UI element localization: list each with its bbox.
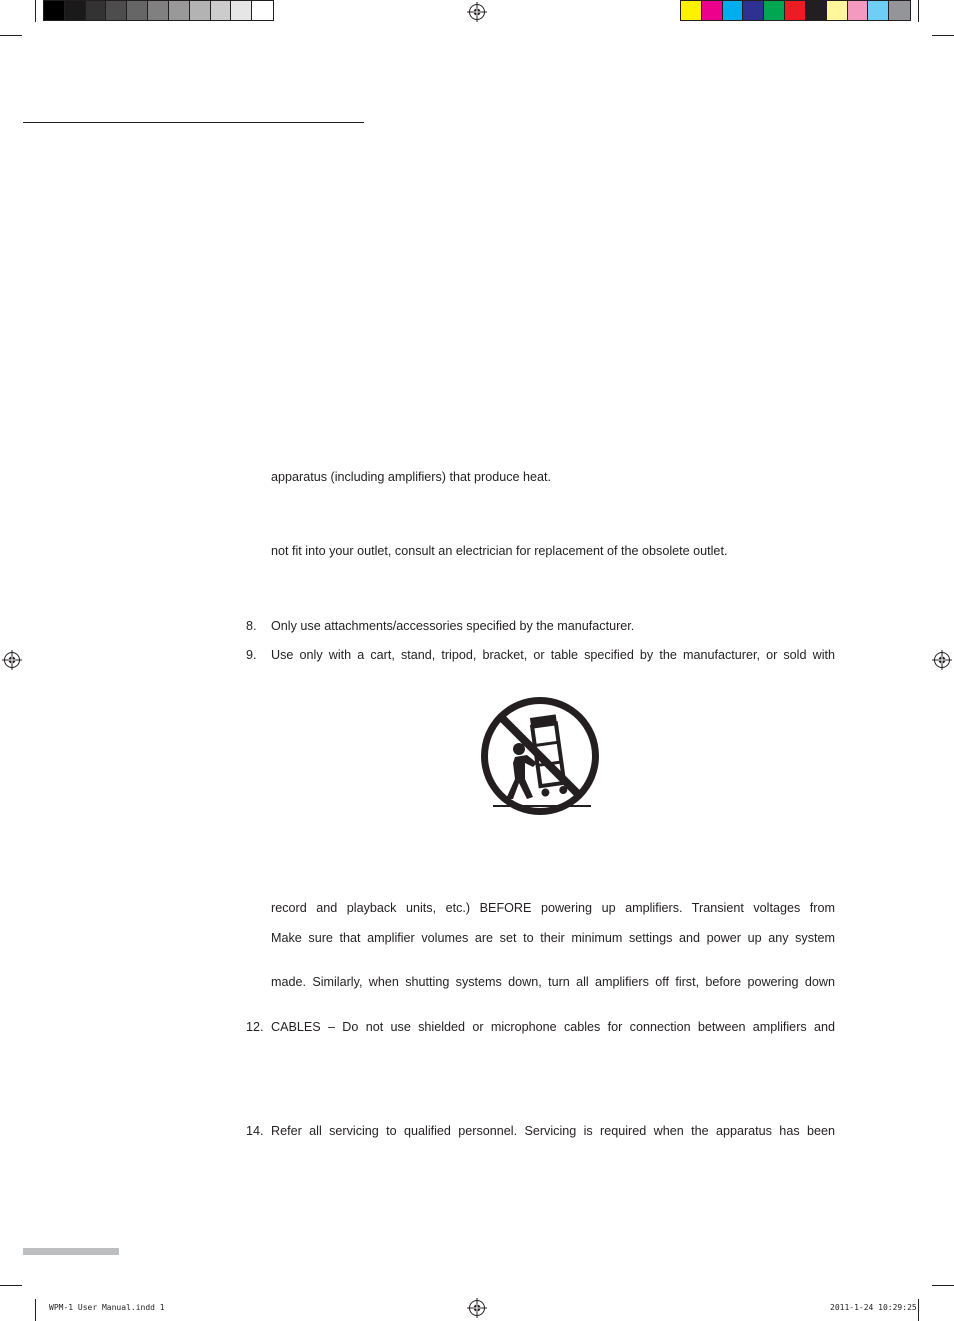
- slug-filename: WPM-1 User Manual.indd 1: [49, 1303, 165, 1312]
- color-swatch: [889, 1, 910, 20]
- color-swatch: [723, 1, 744, 20]
- process-color-bar: [680, 0, 911, 21]
- color-swatch: [764, 1, 785, 20]
- color-swatch: [86, 1, 107, 20]
- header-rule: [23, 122, 364, 123]
- color-swatch: [848, 1, 869, 20]
- color-swatch: [702, 1, 723, 20]
- registration-target-icon: [2, 650, 22, 670]
- text-line: Refer all servicing to qualified personnel. Servicing is required when the apparatus has been: [271, 1124, 835, 1138]
- color-swatch: [806, 1, 827, 20]
- item-number: 14.: [246, 1124, 264, 1138]
- color-swatch: [681, 1, 702, 20]
- crop-mark: [35, 0, 36, 22]
- text-line: Use only with a cart, stand, tripod, bracket, or table specified by the manufacturer, or sold with: [271, 648, 835, 662]
- color-swatch: [106, 1, 127, 20]
- text-line: CABLES – Do not use shielded or microphone cables for connection between amplifiers and: [271, 1020, 835, 1034]
- color-swatch: [44, 1, 65, 20]
- color-swatch: [127, 1, 148, 20]
- color-swatch: [785, 1, 806, 20]
- registration-target-icon: [467, 2, 487, 22]
- color-swatch: [148, 1, 169, 20]
- color-swatch: [252, 1, 273, 20]
- color-swatch: [231, 1, 252, 20]
- registration-target-icon: [467, 1298, 487, 1318]
- crop-mark: [0, 1285, 22, 1286]
- crop-mark: [0, 35, 22, 36]
- registration-target-icon: [932, 650, 952, 670]
- text-line: record and playback units, etc.) BEFORE powering up amplifiers. Transient voltages from: [271, 901, 835, 915]
- slug-timestamp: 2011-1-24 10:29:25: [830, 1303, 917, 1312]
- text-line: Only use attachments/accessories specified by the manufacturer.: [271, 619, 635, 633]
- color-swatch: [827, 1, 848, 20]
- color-swatch: [743, 1, 764, 20]
- crop-mark: [932, 1285, 954, 1286]
- item-number: 12.: [246, 1020, 264, 1034]
- footer-bar: [23, 1248, 119, 1255]
- crop-mark: [35, 1299, 36, 1321]
- crop-mark: [932, 35, 954, 36]
- text-line: apparatus (including amplifiers) that produce heat.: [271, 470, 552, 484]
- item-number: 9.: [246, 648, 257, 662]
- color-swatch: [169, 1, 190, 20]
- item-number: 8.: [246, 619, 257, 633]
- grayscale-color-bar: [43, 0, 274, 21]
- color-swatch: [65, 1, 86, 20]
- text-line: Make sure that amplifier volumes are set to their minimum settings and power up any system: [271, 931, 835, 945]
- crop-mark: [918, 0, 919, 22]
- text-line: made. Similarly, when shutting systems down, turn all amplifiers off first, before powering down: [271, 975, 835, 989]
- crop-mark: [918, 1299, 919, 1321]
- color-swatch: [868, 1, 889, 20]
- color-swatch: [211, 1, 232, 20]
- cart-tip-over-warning-icon: [479, 695, 601, 817]
- color-swatch: [190, 1, 211, 20]
- text-line: not fit into your outlet, consult an electrician for replacement of the obsolete outlet.: [271, 544, 728, 558]
